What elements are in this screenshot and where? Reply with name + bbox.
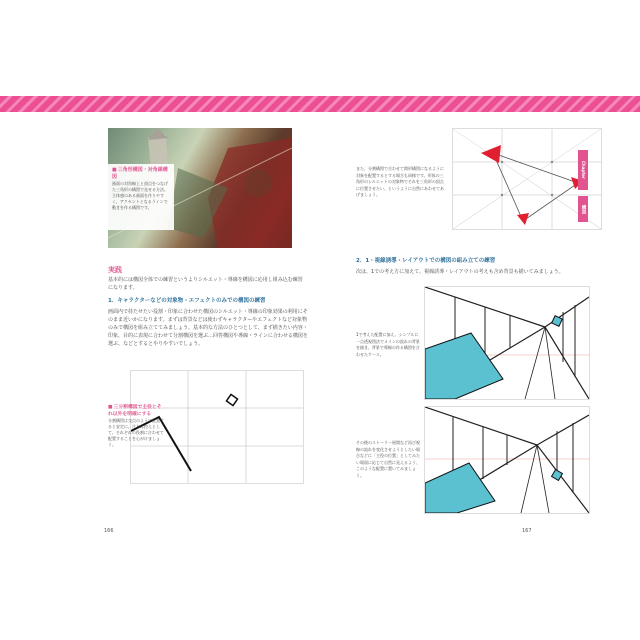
perspective-figure-2 — [424, 406, 590, 514]
chapter-tab-text: 構図 — [581, 204, 586, 214]
thirds-caption — [108, 404, 164, 448]
illustration-photo — [108, 128, 292, 248]
perspective-2-caption: その後のストーリー展開など再び視線の流れを変化させようとしたい場合などに「主役の位置」としてみたい場面に応じて自然に見えるよう、このような配置に置いてみましょう。 — [356, 440, 420, 478]
chapter-label-text: Chapter — [581, 161, 586, 179]
section-title: 実践 — [108, 266, 122, 274]
perspective-1-caption: 1で考えた配置に加え、シンプルに一点透視図法でメインの流れの背景を描き、背景で導線の作る構図を合わせたケース。 — [356, 332, 420, 357]
page-number-left: 166 — [104, 528, 114, 534]
subsection-2-title: 2．1・視線誘導・レイアウトでの構図の組み立ての練習 — [356, 258, 496, 264]
thirds-caption-title: ■ 三分割構図で主役とそれ以外を明確にする — [108, 404, 164, 418]
page-number-right: 167 — [522, 528, 532, 534]
section-intro: 基本的には構図全体での練習というよりシルエット・導線を構図に応用し組み込む練習になります。 — [108, 277, 303, 291]
chapter-tab — [578, 196, 588, 222]
perspective-figure-1-svg — [425, 287, 589, 399]
photo-caption-box — [108, 164, 174, 230]
header-pink-band — [0, 96, 640, 112]
subsection-1-title: 1．キャラクターなどの対象物・エフェクトのみでの構図の練習 — [108, 298, 266, 304]
subsection-1-body: 画面内で持たせたい役割・印象に合わせた構図のシルエット・導線の印象効果の利用にそのまま近いかになります。まずは背景などは使わずキャラクターやエフェクトなど対象物のみで構図を組み立ててみましょう。基本的な方法のひとつとして、まず描きたい内容・印象、目的に表現に合わせて分割構図を選ぶ…回答構図や導線・ラインに合わせる構図を選ぶ、などとするとやりやすいでしょう。 — [108, 309, 308, 347]
perspective-figure-1 — [424, 286, 590, 400]
right-top-caption: また、分割構図で合わせて関形構図になるように対象を配置するとする場合も同様です。形体の三角形のシルエットの対象物でそれを三角形の頂点に位置させたい、というように自然にあわせてあげましょう。 — [356, 166, 444, 197]
chapter-side-label — [578, 150, 588, 190]
photo-caption-body: 画面の対角線上と頂点をつなげた三角形の構図で見せる方法。立体感のある画面を作りやすく、アクセントとなるラインで動きを作る構図です。 — [112, 181, 168, 210]
perspective-figure-2-svg — [425, 407, 589, 513]
photo-caption-title: ■ 三角形構図・対角線構図 — [112, 167, 171, 181]
thirds-caption-body: 分割構図は交点のように配置すると安定に。片方は控えとして、それぞれの役割に合わせて配置することを心がけましょう。 — [108, 418, 164, 447]
subsection-2-body: 次は、1での考え方に加えて、視線誘導・レイアウトの考えも含め背景も描いてみましょう。 — [356, 269, 564, 275]
